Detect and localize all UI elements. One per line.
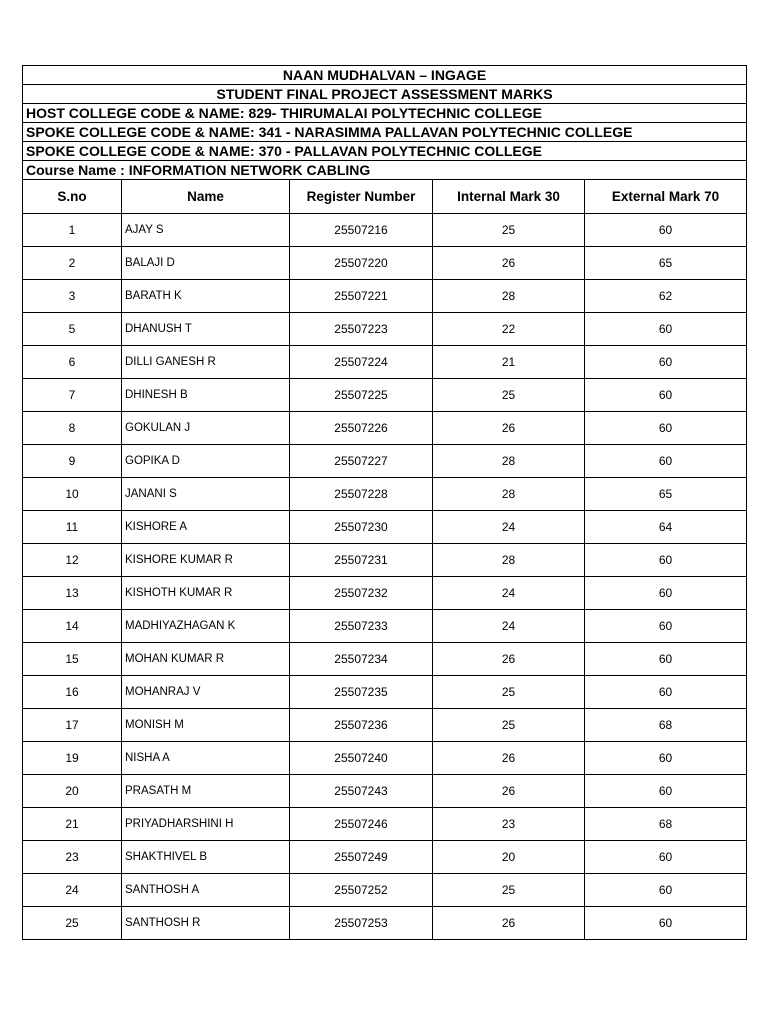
cell-internal-mark: 20	[433, 841, 585, 874]
cell-external-mark: 60	[585, 544, 747, 577]
cell-external-mark: 60	[585, 775, 747, 808]
title-row	[23, 66, 747, 85]
cell-sno: 19	[23, 742, 122, 775]
course-name-row	[23, 161, 747, 180]
cell-external-mark: 60	[585, 346, 747, 379]
table-row	[23, 346, 747, 379]
cell-external-mark: 60	[585, 874, 747, 907]
cell-internal-mark: 26	[433, 247, 585, 280]
cell-name: SANTHOSH A	[122, 874, 290, 907]
cell-name: SHAKTHIVEL B	[122, 841, 290, 874]
table-row	[23, 841, 747, 874]
spoke-college-row-1	[23, 123, 747, 142]
cell-internal-mark: 26	[433, 412, 585, 445]
cell-name: KISHORE A	[122, 511, 290, 544]
cell-register-number: 25507228	[290, 478, 433, 511]
cell-name: JANANI S	[122, 478, 290, 511]
cell-external-mark: 60	[585, 676, 747, 709]
table-row	[23, 577, 747, 610]
cell-sno: 6	[23, 346, 122, 379]
cell-sno: 14	[23, 610, 122, 643]
cell-register-number: 25507216	[290, 214, 433, 247]
column-header-register-number: Register Number	[290, 180, 433, 214]
cell-sno: 21	[23, 808, 122, 841]
table-row	[23, 676, 747, 709]
spoke-college-label-2: SPOKE COLLEGE CODE & NAME: 370 - PALLAVAN POLYTECHNIC COLLEGE	[23, 142, 747, 161]
cell-register-number: 25507225	[290, 379, 433, 412]
cell-register-number: 25507249	[290, 841, 433, 874]
cell-external-mark: 65	[585, 478, 747, 511]
cell-name: MONISH M	[122, 709, 290, 742]
subtitle-row	[23, 85, 747, 104]
cell-external-mark: 60	[585, 643, 747, 676]
table-row	[23, 610, 747, 643]
table-row	[23, 478, 747, 511]
cell-name: PRASATH M	[122, 775, 290, 808]
cell-internal-mark: 21	[433, 346, 585, 379]
column-header-name: Name	[122, 180, 290, 214]
cell-sno: 10	[23, 478, 122, 511]
table-row	[23, 379, 747, 412]
cell-register-number: 25507240	[290, 742, 433, 775]
cell-register-number: 25507220	[290, 247, 433, 280]
cell-internal-mark: 25	[433, 379, 585, 412]
cell-name: MOHANRAJ V	[122, 676, 290, 709]
cell-register-number: 25507253	[290, 907, 433, 940]
table-row	[23, 412, 747, 445]
cell-sno: 17	[23, 709, 122, 742]
table-row	[23, 808, 747, 841]
cell-register-number: 25507232	[290, 577, 433, 610]
cell-internal-mark: 24	[433, 577, 585, 610]
cell-name: DILLI GANESH R	[122, 346, 290, 379]
course-name-label: Course Name : INFORMATION NETWORK CABLING	[23, 161, 747, 180]
cell-external-mark: 60	[585, 577, 747, 610]
table-row	[23, 907, 747, 940]
cell-sno: 3	[23, 280, 122, 313]
table-row	[23, 511, 747, 544]
cell-register-number: 25507235	[290, 676, 433, 709]
cell-internal-mark: 28	[433, 280, 585, 313]
cell-name: KISHOTH KUMAR R	[122, 577, 290, 610]
cell-external-mark: 68	[585, 808, 747, 841]
cell-internal-mark: 24	[433, 610, 585, 643]
table-row	[23, 214, 747, 247]
cell-internal-mark: 26	[433, 907, 585, 940]
cell-sno: 8	[23, 412, 122, 445]
cell-name: MADHIYAZHAGAN K	[122, 610, 290, 643]
cell-register-number: 25507226	[290, 412, 433, 445]
cell-name: AJAY S	[122, 214, 290, 247]
program-title: NAAN MUDHALVAN – INGAGE	[23, 66, 747, 85]
cell-internal-mark: 28	[433, 445, 585, 478]
cell-name: GOPIKA D	[122, 445, 290, 478]
assessment-marks-table	[22, 65, 747, 940]
cell-external-mark: 65	[585, 247, 747, 280]
spoke-college-label-1: SPOKE COLLEGE CODE & NAME: 341 - NARASIMMA PALLAVAN POLYTECHNIC COLLEGE	[23, 123, 747, 142]
table-row	[23, 742, 747, 775]
cell-internal-mark: 26	[433, 775, 585, 808]
cell-register-number: 25507236	[290, 709, 433, 742]
cell-register-number: 25507227	[290, 445, 433, 478]
column-header-sno: S.no	[23, 180, 122, 214]
cell-external-mark: 60	[585, 445, 747, 478]
table-row	[23, 544, 747, 577]
table-row	[23, 874, 747, 907]
cell-sno: 5	[23, 313, 122, 346]
host-college-label: HOST COLLEGE CODE & NAME: 829- THIRUMALAI POLYTECHNIC COLLEGE	[23, 104, 747, 123]
cell-register-number: 25507230	[290, 511, 433, 544]
cell-external-mark: 64	[585, 511, 747, 544]
cell-external-mark: 60	[585, 907, 747, 940]
cell-name: SANTHOSH R	[122, 907, 290, 940]
table-row	[23, 280, 747, 313]
cell-internal-mark: 25	[433, 676, 585, 709]
cell-sno: 12	[23, 544, 122, 577]
cell-register-number: 25507233	[290, 610, 433, 643]
cell-name: KISHORE KUMAR R	[122, 544, 290, 577]
cell-register-number: 25507243	[290, 775, 433, 808]
table-row	[23, 709, 747, 742]
cell-internal-mark: 28	[433, 544, 585, 577]
cell-sno: 23	[23, 841, 122, 874]
cell-sno: 13	[23, 577, 122, 610]
cell-register-number: 25507246	[290, 808, 433, 841]
cell-external-mark: 60	[585, 412, 747, 445]
cell-external-mark: 60	[585, 214, 747, 247]
cell-register-number: 25507223	[290, 313, 433, 346]
cell-register-number: 25507221	[290, 280, 433, 313]
cell-name: BALAJI D	[122, 247, 290, 280]
cell-register-number: 25507252	[290, 874, 433, 907]
cell-register-number: 25507224	[290, 346, 433, 379]
column-header-row	[23, 180, 747, 214]
cell-external-mark: 60	[585, 379, 747, 412]
cell-internal-mark: 24	[433, 511, 585, 544]
cell-sno: 11	[23, 511, 122, 544]
cell-external-mark: 62	[585, 280, 747, 313]
cell-name: DHANUSH T	[122, 313, 290, 346]
table-row	[23, 643, 747, 676]
cell-name: DHINESH B	[122, 379, 290, 412]
cell-internal-mark: 22	[433, 313, 585, 346]
cell-internal-mark: 23	[433, 808, 585, 841]
cell-register-number: 25507231	[290, 544, 433, 577]
cell-external-mark: 60	[585, 610, 747, 643]
cell-sno: 20	[23, 775, 122, 808]
cell-name: MOHAN KUMAR R	[122, 643, 290, 676]
cell-sno: 7	[23, 379, 122, 412]
cell-sno: 15	[23, 643, 122, 676]
cell-name: PRIYADHARSHINI H	[122, 808, 290, 841]
cell-sno: 24	[23, 874, 122, 907]
column-header-internal-mark: Internal Mark 30	[433, 180, 585, 214]
cell-sno: 9	[23, 445, 122, 478]
cell-external-mark: 60	[585, 742, 747, 775]
host-college-row	[23, 104, 747, 123]
column-header-external-mark: External Mark 70	[585, 180, 747, 214]
cell-internal-mark: 25	[433, 874, 585, 907]
table-row	[23, 445, 747, 478]
cell-internal-mark: 28	[433, 478, 585, 511]
cell-register-number: 25507234	[290, 643, 433, 676]
cell-internal-mark: 25	[433, 709, 585, 742]
cell-external-mark: 60	[585, 841, 747, 874]
table-row	[23, 313, 747, 346]
assessment-title: STUDENT FINAL PROJECT ASSESSMENT MARKS	[23, 85, 747, 104]
cell-internal-mark: 26	[433, 742, 585, 775]
table-row	[23, 775, 747, 808]
table-row	[23, 247, 747, 280]
cell-name: GOKULAN J	[122, 412, 290, 445]
cell-external-mark: 60	[585, 313, 747, 346]
cell-external-mark: 68	[585, 709, 747, 742]
cell-sno: 2	[23, 247, 122, 280]
cell-sno: 16	[23, 676, 122, 709]
cell-sno: 25	[23, 907, 122, 940]
cell-internal-mark: 25	[433, 214, 585, 247]
cell-name: NISHA A	[122, 742, 290, 775]
spoke-college-row-2	[23, 142, 747, 161]
cell-name: BARATH K	[122, 280, 290, 313]
cell-sno: 1	[23, 214, 122, 247]
cell-internal-mark: 26	[433, 643, 585, 676]
